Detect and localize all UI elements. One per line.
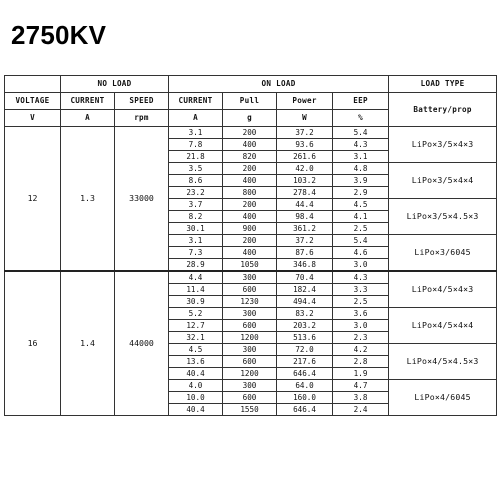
- current-cell: 4.0: [169, 380, 223, 392]
- current-cell: 8.6: [169, 175, 223, 187]
- col-power: Power: [277, 93, 333, 110]
- power-cell: 64.0: [277, 380, 333, 392]
- current-cell: 3.7: [169, 199, 223, 211]
- spec-table: [4, 75, 497, 416]
- eep-cell: 3.0: [333, 259, 389, 272]
- current-cell: 7.8: [169, 139, 223, 151]
- eep-cell: 3.8: [333, 392, 389, 404]
- header-row-columns: [5, 93, 497, 110]
- power-cell: 160.0: [277, 392, 333, 404]
- power-cell: 217.6: [277, 356, 333, 368]
- pull-cell: 1550: [223, 404, 277, 416]
- power-cell: 93.6: [277, 139, 333, 151]
- eep-cell: 4.7: [333, 380, 389, 392]
- current-cell: 13.6: [169, 356, 223, 368]
- eep-cell: 5.4: [333, 235, 389, 247]
- power-cell: 494.4: [277, 296, 333, 308]
- current-cell: 10.0: [169, 392, 223, 404]
- noload-current-cell: 1.3: [61, 127, 115, 272]
- eep-cell: 4.1: [333, 211, 389, 223]
- pull-cell: 1230: [223, 296, 277, 308]
- current-cell: 11.4: [169, 284, 223, 296]
- eep-cell: 4.3: [333, 271, 389, 284]
- current-cell: 23.2: [169, 187, 223, 199]
- pull-cell: 820: [223, 151, 277, 163]
- unit-current-noload: A: [61, 110, 115, 127]
- current-cell: 3.1: [169, 127, 223, 139]
- load-type-cell: LiPo×3/5×4.5×3: [389, 199, 497, 235]
- eep-cell: 5.4: [333, 127, 389, 139]
- power-cell: 182.4: [277, 284, 333, 296]
- power-cell: 346.8: [277, 259, 333, 272]
- current-cell: 32.1: [169, 332, 223, 344]
- power-cell: 361.2: [277, 223, 333, 235]
- eep-cell: 3.3: [333, 284, 389, 296]
- header-no-load: NO LOAD: [61, 76, 169, 93]
- power-cell: 98.4: [277, 211, 333, 223]
- unit-voltage: V: [5, 110, 61, 127]
- eep-cell: 4.5: [333, 199, 389, 211]
- pull-cell: 400: [223, 139, 277, 151]
- eep-cell: 4.3: [333, 139, 389, 151]
- pull-cell: 600: [223, 356, 277, 368]
- pull-cell: 300: [223, 308, 277, 320]
- load-type-cell: LiPo×3/5×4×3: [389, 127, 497, 163]
- eep-cell: 3.1: [333, 151, 389, 163]
- eep-cell: 4.6: [333, 247, 389, 259]
- table-row: [5, 127, 497, 139]
- pull-cell: 1200: [223, 332, 277, 344]
- eep-cell: 4.8: [333, 163, 389, 175]
- current-cell: 3.1: [169, 235, 223, 247]
- page-title: 2750KV: [11, 20, 107, 50]
- load-type-cell: LiPo×4/5×4×3: [389, 271, 497, 308]
- col-battery-prop: Battery/prop: [389, 93, 497, 127]
- current-cell: 40.4: [169, 404, 223, 416]
- power-cell: 44.4: [277, 199, 333, 211]
- pull-cell: 1050: [223, 259, 277, 272]
- power-cell: 37.2: [277, 127, 333, 139]
- eep-cell: 2.5: [333, 223, 389, 235]
- load-type-cell: LiPo×3/6045: [389, 235, 497, 272]
- noload-current-cell: 1.4: [61, 271, 115, 416]
- current-cell: 12.7: [169, 320, 223, 332]
- header-on-load: ON LOAD: [169, 76, 389, 93]
- current-cell: 4.4: [169, 271, 223, 284]
- load-type-cell: LiPo×4/5×4×4: [389, 308, 497, 344]
- col-eep: EEP: [333, 93, 389, 110]
- load-type-cell: LiPo×3/5×4×4: [389, 163, 497, 199]
- pull-cell: 800: [223, 187, 277, 199]
- power-cell: 646.4: [277, 368, 333, 380]
- voltage-cell: 12: [5, 127, 61, 272]
- current-cell: 4.5: [169, 344, 223, 356]
- pull-cell: 400: [223, 247, 277, 259]
- current-cell: 30.1: [169, 223, 223, 235]
- pull-cell: 200: [223, 163, 277, 175]
- power-cell: 261.6: [277, 151, 333, 163]
- pull-cell: 600: [223, 320, 277, 332]
- unit-power: W: [277, 110, 333, 127]
- power-cell: 203.2: [277, 320, 333, 332]
- power-cell: 70.4: [277, 271, 333, 284]
- current-cell: 3.5: [169, 163, 223, 175]
- current-cell: 30.9: [169, 296, 223, 308]
- pull-cell: 600: [223, 392, 277, 404]
- current-cell: 5.2: [169, 308, 223, 320]
- power-cell: 72.0: [277, 344, 333, 356]
- power-cell: 87.6: [277, 247, 333, 259]
- eep-cell: 2.8: [333, 356, 389, 368]
- power-cell: 83.2: [277, 308, 333, 320]
- eep-cell: 2.3: [333, 332, 389, 344]
- pull-cell: 200: [223, 235, 277, 247]
- pull-cell: 900: [223, 223, 277, 235]
- eep-cell: 3.9: [333, 175, 389, 187]
- power-cell: 37.2: [277, 235, 333, 247]
- speed-cell: 44000: [115, 271, 169, 416]
- unit-eep: %: [333, 110, 389, 127]
- pull-cell: 600: [223, 284, 277, 296]
- power-cell: 103.2: [277, 175, 333, 187]
- col-speed: SPEED: [115, 93, 169, 110]
- unit-current-onload: A: [169, 110, 223, 127]
- eep-cell: 2.4: [333, 404, 389, 416]
- speed-cell: 33000: [115, 127, 169, 272]
- pull-cell: 300: [223, 271, 277, 284]
- current-cell: 7.3: [169, 247, 223, 259]
- unit-pull: g: [223, 110, 277, 127]
- eep-cell: 4.2: [333, 344, 389, 356]
- col-current-onload: CURRENT: [169, 93, 223, 110]
- pull-cell: 200: [223, 199, 277, 211]
- pull-cell: 300: [223, 344, 277, 356]
- pull-cell: 400: [223, 211, 277, 223]
- unit-speed: rpm: [115, 110, 169, 127]
- pull-cell: 1200: [223, 368, 277, 380]
- power-cell: 646.4: [277, 404, 333, 416]
- col-current-noload: CURRENT: [61, 93, 115, 110]
- power-cell: 513.6: [277, 332, 333, 344]
- eep-cell: 2.5: [333, 296, 389, 308]
- header-blank: [5, 76, 61, 93]
- voltage-cell: 16: [5, 271, 61, 416]
- current-cell: 28.9: [169, 259, 223, 272]
- current-cell: 8.2: [169, 211, 223, 223]
- header-row-groups: [5, 76, 497, 93]
- pull-cell: 400: [223, 175, 277, 187]
- load-type-cell: LiPo×4/5×4.5×3: [389, 344, 497, 380]
- pull-cell: 300: [223, 380, 277, 392]
- eep-cell: 3.0: [333, 320, 389, 332]
- col-pull: Pull: [223, 93, 277, 110]
- eep-cell: 2.9: [333, 187, 389, 199]
- col-voltage: VOLTAGE: [5, 93, 61, 110]
- eep-cell: 3.6: [333, 308, 389, 320]
- table-row: [5, 271, 497, 284]
- header-load-type: LOAD TYPE: [389, 76, 497, 93]
- power-cell: 42.0: [277, 163, 333, 175]
- current-cell: 40.4: [169, 368, 223, 380]
- pull-cell: 200: [223, 127, 277, 139]
- current-cell: 21.8: [169, 151, 223, 163]
- load-type-cell: LiPo×4/6045: [389, 380, 497, 416]
- eep-cell: 1.9: [333, 368, 389, 380]
- power-cell: 278.4: [277, 187, 333, 199]
